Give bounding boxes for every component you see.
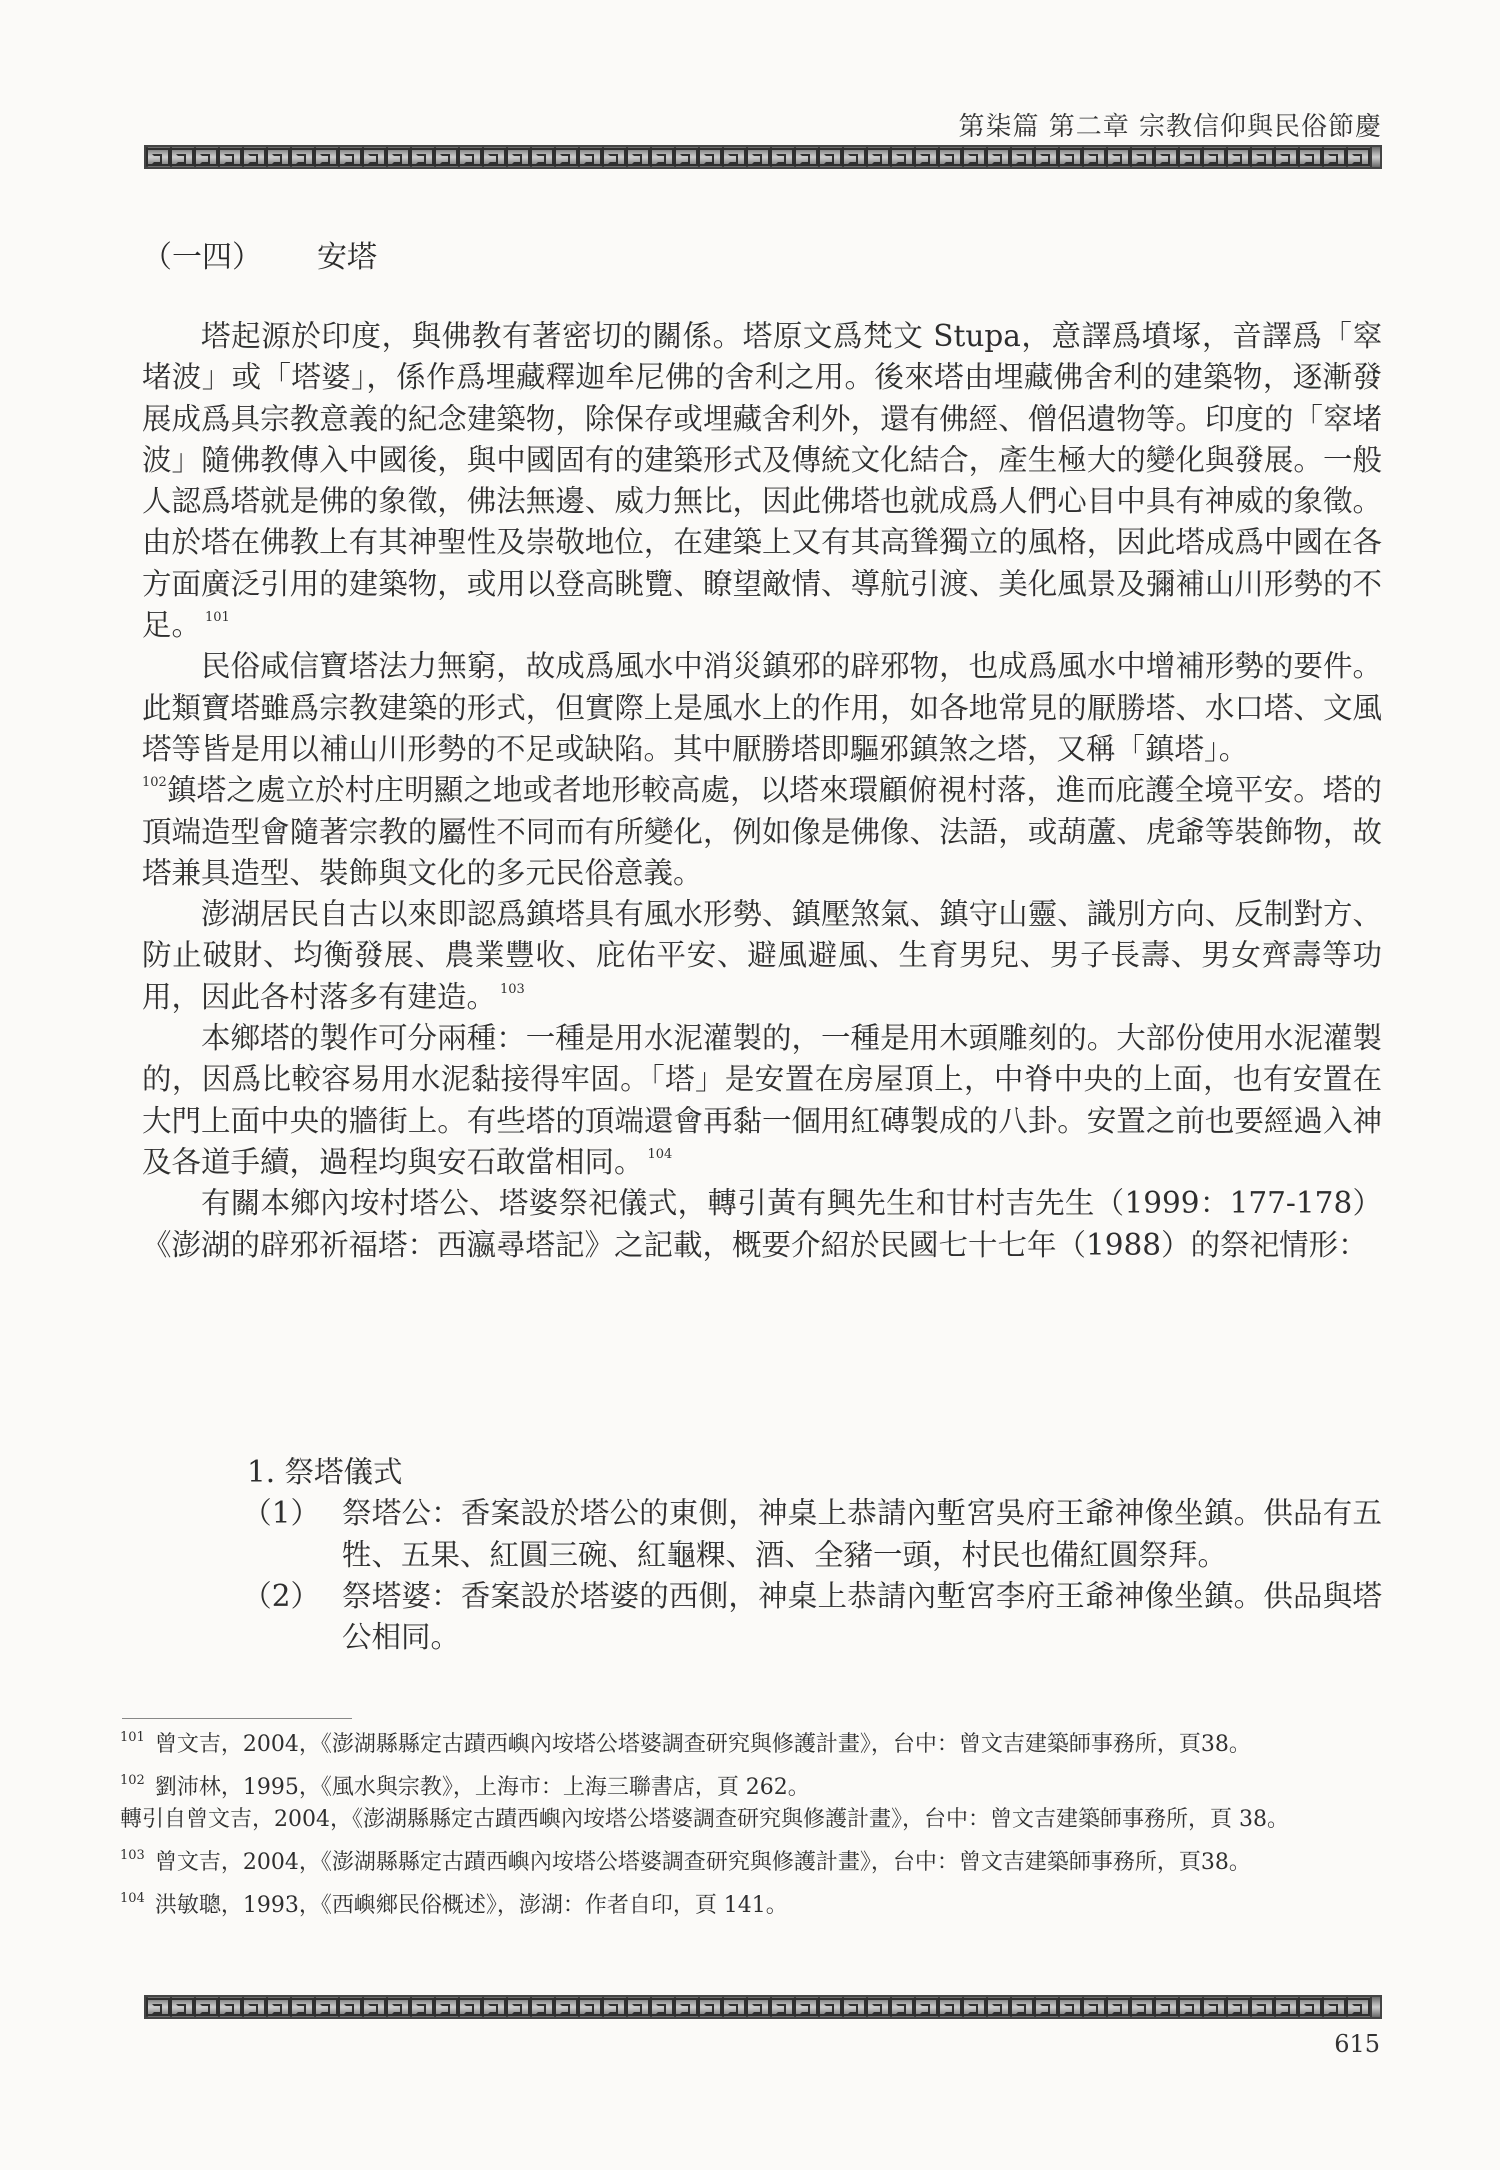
meander-tile <box>314 1998 338 2016</box>
footnote-text: 洪敏聰，1993，《西嶼鄉民俗概述》，澎湖：作者自印，頁 141。 <box>154 1893 788 1918</box>
meander-tile <box>650 1998 674 2016</box>
meander-tile <box>434 1998 458 2016</box>
footnote-text: 曾文吉，2004，《澎湖縣縣定古蹟西嶼內垵塔公塔婆調查研究與修護計畫》，台中：曾文吉建築師事務所，頁38。 <box>154 1732 1251 1757</box>
meander-tile <box>866 148 890 166</box>
meander-tile <box>674 148 698 166</box>
paragraph-text: 澎湖居民自古以來即認爲鎮塔具有風水形勢、鎮壓煞氣、鎮守山靈、識別方向、反制對方、防止破財、均衡發展、農業豐收、庇佑平安、避風避風、生育男兒、男子長壽、男女齊壽等功用，因此各村落多有建造。 <box>142 897 1382 1014</box>
paragraph <box>142 894 1382 1018</box>
meander-tile <box>1058 148 1082 166</box>
section-heading <box>142 232 377 276</box>
meander-tile <box>506 148 530 166</box>
paragraph <box>142 1018 1382 1183</box>
meander-tile <box>602 1998 626 2016</box>
ritual-list <box>142 1452 1382 1658</box>
list-item-text: 祭塔婆：香案設於塔婆的西側，神桌上恭請內塹宮李府王爺神像坐鎮。供品與塔公相同。 <box>342 1578 1382 1655</box>
footnote-text-continuation: 轉引自曾文吉，2004，《澎湖縣縣定古蹟西嶼內垵塔公塔婆調查研究與修護計畫》，台中：曾文吉建築師事務所，頁 38。 <box>120 1807 1289 1832</box>
meander-tile <box>890 148 914 166</box>
meander-tile <box>914 1998 938 2016</box>
meander-tile <box>1274 148 1298 166</box>
meander-tile <box>770 1998 794 2016</box>
meander-tile <box>1298 148 1322 166</box>
meander-tile <box>1226 1998 1250 2016</box>
meander-border-top <box>144 145 1382 169</box>
meander-tile <box>578 1998 602 2016</box>
meander-tile <box>698 148 722 166</box>
section-number: （一四） <box>142 240 262 275</box>
paragraph <box>142 1183 1382 1266</box>
meander-tile <box>338 148 362 166</box>
footnote <box>120 1765 1382 1836</box>
footnote-ref[interactable]: 102 <box>142 775 167 791</box>
meander-tile <box>938 148 962 166</box>
meander-tile <box>962 148 986 166</box>
meander-tile <box>218 148 242 166</box>
list-item <box>142 1493 1382 1576</box>
meander-tile <box>530 1998 554 2016</box>
footnote <box>120 1883 1382 1922</box>
meander-tile <box>362 1998 386 2016</box>
meander-tile <box>458 148 482 166</box>
section-title: 安塔 <box>317 240 377 275</box>
meander-tile <box>410 148 434 166</box>
footnote-divider <box>122 1718 352 1719</box>
footnote <box>120 1722 1382 1761</box>
meander-tile <box>746 1998 770 2016</box>
paragraph-text: 本鄉塔的製作可分兩種：一種是用水泥灌製的，一種是用木頭雕刻的。大部份使用水泥灌製的，因爲比較容易用水泥黏接得牢固。「塔」是安置在房屋頂上，中脊中央的上面，也有安置在大門上面中央的牆街上。有些塔的頂端還會再黏一個用紅磚製成的八卦。安置之前也要經過入神及各道手續，過程均與安石敢當相同。 <box>142 1021 1382 1179</box>
meander-tile <box>650 148 674 166</box>
list-marker: （2） <box>242 1578 320 1613</box>
meander-tile <box>362 148 386 166</box>
meander-tile <box>290 148 314 166</box>
paragraph <box>142 646 1382 770</box>
meander-tile <box>530 148 554 166</box>
paragraph-text: 有關本鄉內垵村塔公、塔婆祭祀儀式，轉引黃有興先生和甘村吉先生（1999：177-178）《澎湖的辟邪祈福塔：西瀛尋塔記》之記載，概要介紹於民國七十七年（1988）的祭祀情形： <box>142 1186 1382 1262</box>
meander-tile <box>1178 148 1202 166</box>
meander-tile <box>1346 1998 1370 2016</box>
meander-tile <box>242 1998 266 2016</box>
meander-tile <box>242 148 266 166</box>
meander-tile <box>1178 1998 1202 2016</box>
meander-tile <box>1130 148 1154 166</box>
meander-tile <box>386 148 410 166</box>
meander-tile <box>1034 1998 1058 2016</box>
footnote-number: 102 <box>120 1773 145 1788</box>
footnote-text: 曾文吉，2004，《澎湖縣縣定古蹟西嶼內垵塔公塔婆調查研究與修護計畫》，台中：曾文吉建築師事務所，頁38。 <box>154 1850 1251 1875</box>
running-head: 第柒篇 第二章 宗教信仰與民俗節慶 <box>958 112 1382 142</box>
meander-tile <box>626 148 650 166</box>
meander-tile <box>1106 148 1130 166</box>
meander-tile <box>506 1998 530 2016</box>
footnote-ref[interactable]: 104 <box>647 1146 673 1162</box>
meander-tile <box>914 148 938 166</box>
meander-tile <box>1250 1998 1274 2016</box>
meander-tile <box>1130 1998 1154 2016</box>
meander-tile <box>1322 148 1346 166</box>
footnote-ref[interactable]: 101 <box>205 610 230 626</box>
meander-tile <box>1106 1998 1130 2016</box>
meander-tile <box>986 148 1010 166</box>
footnote <box>120 1840 1382 1879</box>
meander-tile <box>1346 148 1370 166</box>
meander-tile <box>1010 1998 1034 2016</box>
meander-tile <box>1082 1998 1106 2016</box>
meander-tile <box>434 148 458 166</box>
meander-tile <box>170 148 194 166</box>
meander-tile <box>146 148 170 166</box>
meander-tile <box>842 148 866 166</box>
footnote-number: 104 <box>120 1891 145 1906</box>
meander-tile <box>170 1998 194 2016</box>
meander-tile <box>554 1998 578 2016</box>
meander-tile <box>266 148 290 166</box>
meander-tile <box>314 148 338 166</box>
meander-tile <box>842 1998 866 2016</box>
meander-tile <box>290 1998 314 2016</box>
footnote-ref[interactable]: 103 <box>500 981 525 997</box>
footnote-text: 劉沛林，1995，《風水與宗教》，上海市：上海三聯書店，頁 262。 <box>154 1775 810 1800</box>
meander-tile <box>458 1998 482 2016</box>
paragraph-text: 塔起源於印度，與佛教有著密切的關係。塔原文爲梵文 Stupa，意譯爲墳塚，音譯爲「窣堵波」或「塔婆」，係作爲埋藏釋迦牟尼佛的舍利之用。後來塔由埋藏佛舍利的建築物，逐漸發展成爲具宗教意義的紀念建築物，除保存或埋藏舍利外，還有佛經、僧侶遺物等。印度的「窣堵波」隨佛教傳入中國後，與中國固有的建築形式及傳統文化結合，產生極大的變化與發展。一般人認爲塔就是佛的象徵，佛法無邊、威力無比，因此佛塔也就成爲人們心目中具有神威的象徵。由於塔在佛教上有其神聖性及崇敬地位，在建築上又有其高聳獨立的風格，因此塔成爲中國在各方面廣泛引用的建築物，或用以登高眺覽、瞭望敵情、導航引渡、美化風景及彌補山川形勢的不足。 <box>142 319 1382 643</box>
list-item-text: 祭塔公：香案設於塔公的東側，神桌上恭請內塹宮吳府王爺神像坐鎮。供品有五牲、五果、紅圓三碗、紅龜粿、酒、全豬一頭，村民也備紅圓祭拜。 <box>342 1496 1382 1572</box>
footnotes <box>120 1722 1382 1926</box>
meander-tile <box>1058 1998 1082 2016</box>
paragraph-continuation <box>142 770 1382 894</box>
meander-tile <box>1154 148 1178 166</box>
meander-tile <box>1202 148 1226 166</box>
meander-tile <box>554 148 578 166</box>
meander-tile <box>1298 1998 1322 2016</box>
meander-tile <box>674 1998 698 2016</box>
meander-tile <box>1322 1998 1346 2016</box>
meander-tile <box>482 1998 506 2016</box>
meander-tile <box>218 1998 242 2016</box>
meander-tile <box>770 148 794 166</box>
meander-tile <box>338 1998 362 2016</box>
meander-tile <box>410 1998 434 2016</box>
meander-tile <box>266 1998 290 2016</box>
footnote-number: 103 <box>120 1848 145 1863</box>
meander-tile <box>482 148 506 166</box>
page-number: 615 <box>1334 2030 1380 2058</box>
meander-tile <box>386 1998 410 2016</box>
meander-tile <box>1010 148 1034 166</box>
meander-tile <box>794 148 818 166</box>
meander-tile <box>1226 148 1250 166</box>
meander-tile <box>962 1998 986 2016</box>
meander-tile <box>818 1998 842 2016</box>
meander-tile <box>866 1998 890 2016</box>
meander-tile <box>1154 1998 1178 2016</box>
list-item <box>142 1576 1382 1659</box>
meander-tile <box>194 1998 218 2016</box>
meander-tile <box>146 1998 170 2016</box>
meander-tile <box>1250 148 1274 166</box>
meander-tile <box>794 1998 818 2016</box>
meander-tile <box>194 148 218 166</box>
meander-tile <box>1082 148 1106 166</box>
meander-tile <box>602 148 626 166</box>
list-title: 1. 祭塔儀式 <box>247 1455 403 1489</box>
meander-tile <box>1034 148 1058 166</box>
meander-border-bottom <box>144 1995 1382 2019</box>
paragraph-text: 民俗咸信寶塔法力無窮，故成爲風水中消災鎮邪的辟邪物，也成爲風水中增補形勢的要件。此類寶塔雖爲宗教建築的形式，但實際上是風水上的作用，如各地常見的厭勝塔、水口塔、文風塔等皆是用以補山川形勢的不足或缺陷。其中厭勝塔即驅邪鎮煞之塔，又稱「鎮塔」。 <box>142 649 1382 766</box>
footnote-number: 101 <box>120 1730 145 1745</box>
meander-tile <box>698 1998 722 2016</box>
meander-tile <box>626 1998 650 2016</box>
meander-tile <box>722 148 746 166</box>
list-marker: （1） <box>242 1496 320 1531</box>
meander-tile <box>938 1998 962 2016</box>
meander-tile <box>722 1998 746 2016</box>
paragraph <box>142 316 1382 646</box>
meander-tile <box>1274 1998 1298 2016</box>
body-text <box>142 316 1382 1266</box>
paragraph-text: 鎮塔之處立於村庄明顯之地或者地形較高處，以塔來環顧俯視村落，進而庇護全境平安。塔的頂端造型會隨著宗教的屬性不同而有所變化，例如像是佛像、法語，或葫蘆、虎爺等裝飾物，故塔兼具造型、裝飾與文化的多元民俗意義。 <box>142 773 1382 890</box>
meander-tile <box>746 148 770 166</box>
meander-tile <box>818 148 842 166</box>
meander-tile <box>890 1998 914 2016</box>
meander-tile <box>1202 1998 1226 2016</box>
meander-tile <box>578 148 602 166</box>
meander-tile <box>986 1998 1010 2016</box>
